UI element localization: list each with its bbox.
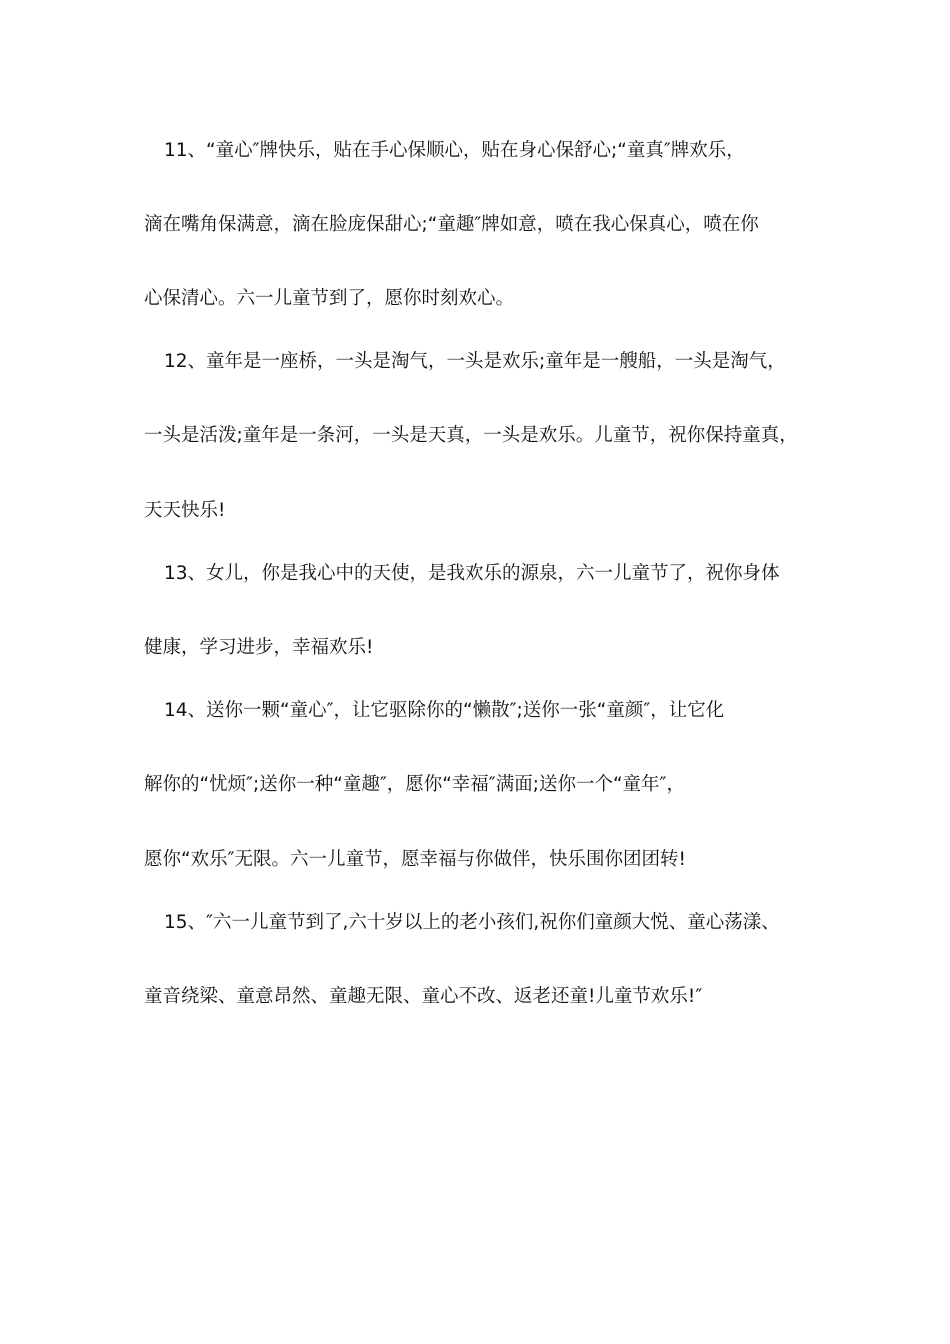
text-line: 13、女儿，你是我心中的天使，是我欢乐的源泉，六一儿童节了，祝你身体	[164, 563, 780, 584]
text-line: 一头是活泼;童年是一条河，一头是天真，一头是欢乐。儿童节，祝你保持童真，	[144, 425, 798, 446]
text-line: 11、“童心″牌快乐，贴在手心保顺心，贴在身心保舒心;“童真″牌欢乐，	[164, 140, 745, 161]
text-line: 心保清心。六一儿童节到了，愿你时刻欢心。	[144, 288, 515, 309]
text-line: 12、童年是一座桥，一头是淘气，一头是欢乐;童年是一艘船，一头是淘气，	[164, 351, 786, 372]
text-line: 天天快乐!	[144, 500, 226, 521]
text-line: 15、″六一儿童节到了,六十岁以上的老小孩们,祝你们童颜大悦、童心荡漾、	[164, 912, 780, 933]
text-line: 童音绕梁、童意昂然、童趣无限、童心不改、返老还童!儿童节欢乐!″	[144, 986, 703, 1007]
text-line: 14、送你一颗“童心″，让它驱除你的“懒散″;送你一张“童颜″，让它化	[164, 700, 725, 721]
text-line: 滴在嘴角保满意，滴在脸庞保甜心;“童趣″牌如意，喷在我心保真心，喷在你	[144, 214, 759, 235]
text-line: 解你的“忧烦″;送你一种“童趣″，愿你“幸福″满面;送你一个“童年″，	[144, 774, 685, 795]
text-line: 健康，学习进步，幸福欢乐!	[144, 637, 374, 658]
text-line: 愿你“欢乐″无限。六一儿童节，愿幸福与你做伴，快乐围你团团转!	[144, 849, 686, 870]
